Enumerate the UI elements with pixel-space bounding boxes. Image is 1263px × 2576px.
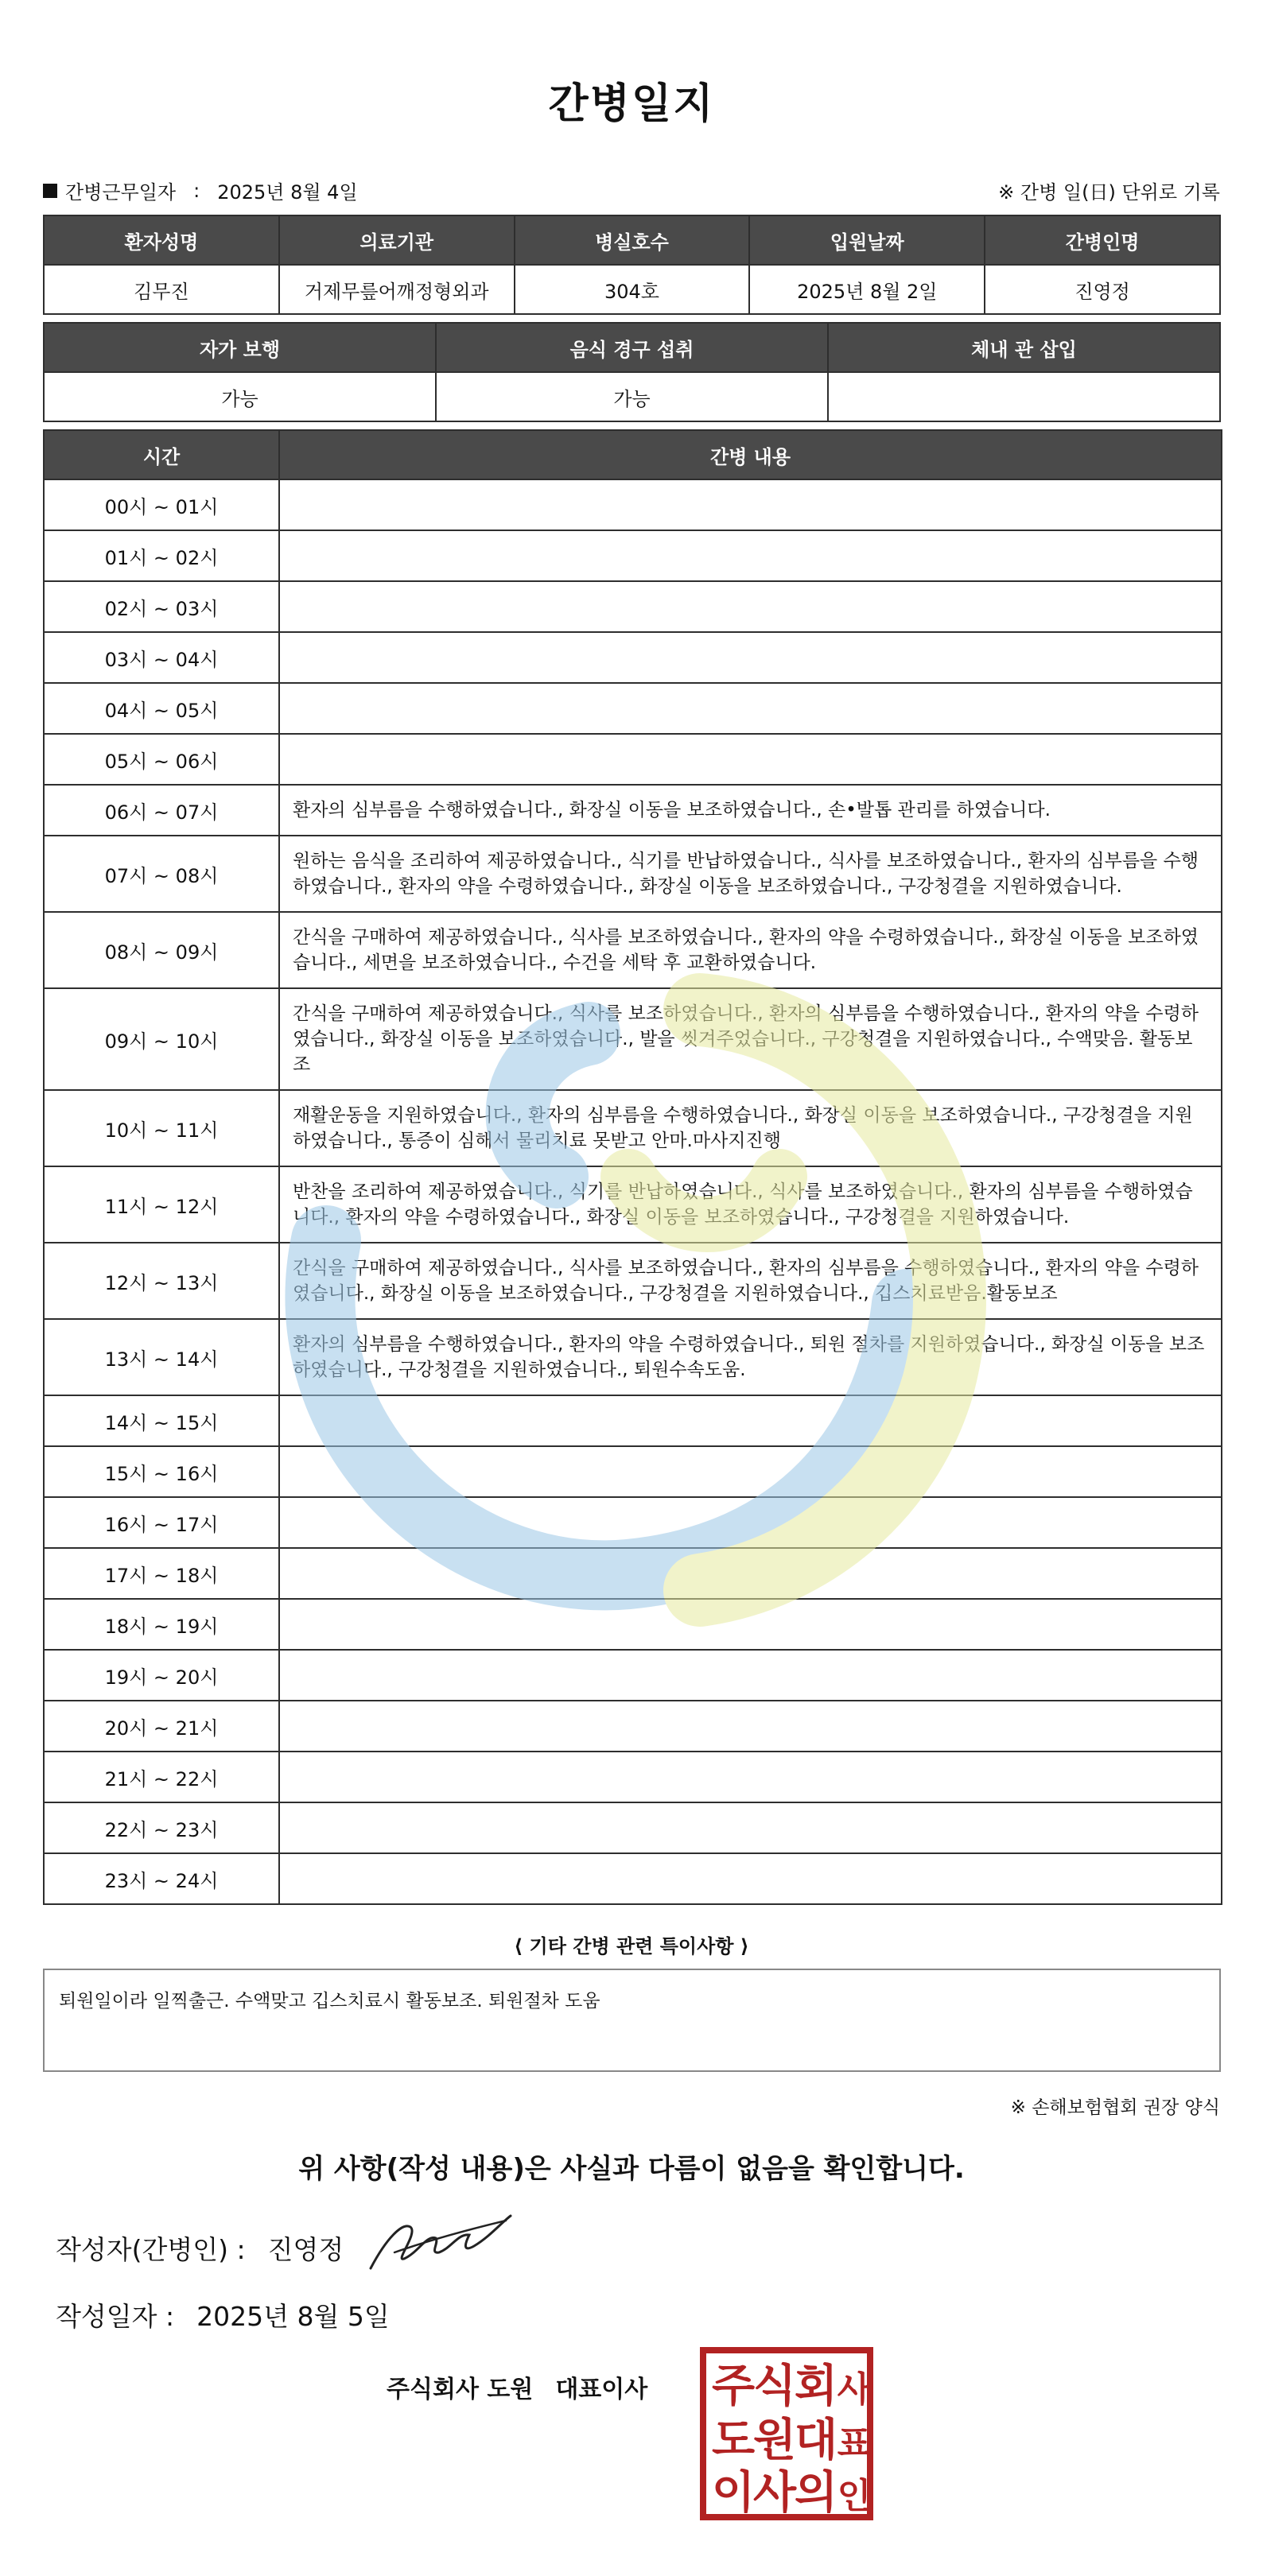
log-content [279,479,1222,530]
log-row [44,479,1222,530]
work-date-value: 2025년 8월 4일 [217,181,358,204]
log-row [44,1166,1222,1243]
svg-text:이: 이 [711,2467,756,2519]
svg-text:회: 회 [794,2361,838,2412]
svg-text:대: 대 [794,2415,838,2466]
header-admission-date: 입원날짜 [749,215,985,265]
log-time: 02시 ~ 03시 [44,581,279,632]
handwritten-signature [363,2206,514,2278]
company-seal-stamp [698,2345,875,2522]
log-row [44,1446,1222,1497]
written-date-line [56,2296,390,2334]
svg-text:표: 표 [837,2423,872,2464]
log-time: 15시 ~ 16시 [44,1446,279,1497]
log-content [279,1802,1222,1853]
log-content: 간식을 구매하여 제공하였습니다., 식사를 보조하였습니다., 환자의 심부름을 수행하였습니다., 환자의 약을 수령하였습니다., 화장실 이동을 보조하였습니다., 구강청결을 지원하였습니다., 깁스치료받음.활동보조 [279,1243,1222,1319]
log-content [279,1853,1222,1904]
svg-text:인: 인 [837,2476,872,2516]
log-time: 18시 ~ 19시 [44,1599,279,1650]
company-name: 주식회사 도원 [387,2376,534,2403]
log-time: 07시 ~ 08시 [44,836,279,912]
log-content [279,1446,1222,1497]
log-row [44,1701,1222,1752]
log-time: 03시 ~ 04시 [44,632,279,683]
log-time: 08시 ~ 09시 [44,912,279,988]
log-row [44,1802,1222,1853]
svg-text:의: 의 [794,2467,838,2519]
header-care-content: 간병 내용 [279,430,1222,479]
svg-text:식: 식 [752,2361,797,2412]
log-row [44,785,1222,836]
company-line [387,2369,647,2404]
log-content [279,734,1222,785]
tube-insertion-status [828,372,1220,421]
log-content: 환자의 심부름을 수행하였습니다., 화장실 이동을 보조하였습니다., 손•발톱 관리를 하였습니다. [279,785,1222,836]
admission-date: 2025년 8월 2일 [749,265,985,314]
header-time: 시간 [44,430,279,479]
log-content [279,1548,1222,1599]
room-number: 304호 [515,265,750,314]
log-content [279,683,1222,734]
care-log-table [43,429,1222,1905]
log-content: 간식을 구매하여 제공하였습니다., 식사를 보조하였습니다., 환자의 심부름을 수행하였습니다., 환자의 약을 수령하였습니다., 화장실 이동을 보조하였습니다., 발을 씻겨주었습니다., 구강청결을 지원하였습니다., 수액맞음. 활동보조 [279,988,1222,1090]
log-content [279,530,1222,581]
square-bullet-icon [43,184,57,198]
svg-text:원: 원 [752,2415,797,2466]
log-row [44,836,1222,912]
log-time: 10시 ~ 11시 [44,1090,279,1166]
notes-box: 퇴원일이라 일찍출근. 수액맞고 깁스치료시 활동보조. 퇴원절차 도움 [43,1969,1221,2072]
header-tube-insertion: 체내 관 삽입 [828,323,1220,372]
log-time: 19시 ~ 20시 [44,1650,279,1701]
svg-text:주: 주 [711,2361,756,2412]
writer-label: 작성자(간병인) : [56,2234,246,2265]
log-time: 13시 ~ 14시 [44,1319,279,1395]
header-room: 병실호수 [515,215,750,265]
log-time: 04시 ~ 05시 [44,683,279,734]
log-content [279,632,1222,683]
company-representative: 대표이사 [555,2376,648,2403]
recommend-note: ※ 손해보험협회 권장 양식 [1010,2097,1220,2118]
log-time: 06시 ~ 07시 [44,785,279,836]
log-row [44,1319,1222,1395]
log-row [44,912,1222,988]
confirmation-statement: 위 사항(작성 내용)은 사실과 다름이 없음을 확인합니다. [298,2153,965,2185]
writer-line [56,2229,344,2267]
log-content: 환자의 심부름을 수행하였습니다., 환자의 약을 수령하였습니다., 퇴원 절차를 지원하였습니다., 화장실 이동을 보조하였습니다., 구강청결을 지원하였습니다., 퇴원수속도움. [279,1319,1222,1395]
patient-name: 김무진 [44,265,279,314]
patient-info-table [43,215,1221,315]
unit-note: ※ 간병 일(日) 단위로 기록 [998,181,1220,204]
log-time: 23시 ~ 24시 [44,1853,279,1904]
oral-intake-status: 가능 [436,372,828,421]
log-time: 11시 ~ 12시 [44,1166,279,1243]
log-row [44,1497,1222,1548]
header-oral-intake: 음식 경구 섭취 [436,323,828,372]
header-walking: 자가 보행 [44,323,436,372]
log-time: 17시 ~ 18시 [44,1548,279,1599]
written-date-value: 2025년 8월 5일 [196,2301,390,2332]
log-time: 14시 ~ 15시 [44,1395,279,1446]
log-content [279,1599,1222,1650]
caregiver-name: 진영정 [985,265,1220,314]
log-row [44,1650,1222,1701]
log-content: 원하는 음식을 조리하여 제공하였습니다., 식기를 반납하였습니다., 식사를 보조하였습니다., 환자의 심부름을 수행하였습니다., 환자의 약을 수령하였습니다., 화장실 이동을 보조하였습니다., 구강청결을 지원하였습니다. [279,836,1222,912]
patient-status-table [43,322,1221,422]
log-time: 05시 ~ 06시 [44,734,279,785]
log-content: 간식을 구매하여 제공하였습니다., 식사를 보조하였습니다., 환자의 약을 수령하였습니다., 화장실 이동을 보조하였습니다., 세면을 보조하였습니다., 수건을 세탁 후 교환하였습니다. [279,912,1222,988]
work-date [43,177,358,204]
header-patient-name: 환자성명 [44,215,279,265]
svg-text:사: 사 [752,2467,797,2519]
written-date-label: 작성일자 : [56,2301,175,2332]
header-hospital: 의료기관 [279,215,515,265]
header-caregiver: 간병인명 [985,215,1220,265]
log-time: 00시 ~ 01시 [44,479,279,530]
log-row [44,632,1222,683]
hospital-name: 거제무릎어깨정형외과 [279,265,515,314]
log-row [44,1548,1222,1599]
log-content: 반찬을 조리하여 제공하였습니다., 식기를 반납하였습니다., 식사를 보조하였습니다., 환자의 심부름을 수행하였습니다., 환자의 약을 수령하였습니다., 화장실 이동을 보조하였습니다., 구강청결을 지원하였습니다. [279,1166,1222,1243]
log-row [44,734,1222,785]
notes-title: ⟨ 기타 간병 관련 특이사항 ⟩ [514,1935,749,1957]
svg-text:도: 도 [711,2415,756,2466]
log-row [44,1243,1222,1319]
log-time: 16시 ~ 17시 [44,1497,279,1548]
log-row [44,683,1222,734]
log-row [44,1853,1222,1904]
log-time: 09시 ~ 10시 [44,988,279,1090]
log-row [44,581,1222,632]
log-content [279,1752,1222,1802]
log-time: 21시 ~ 22시 [44,1752,279,1802]
work-date-separator: : [193,179,200,202]
log-row [44,1599,1222,1650]
log-time: 12시 ~ 13시 [44,1243,279,1319]
log-time: 01시 ~ 02시 [44,530,279,581]
writer-name: 진영정 [267,2234,344,2265]
log-time: 20시 ~ 21시 [44,1701,279,1752]
log-row [44,988,1222,1090]
log-row [44,530,1222,581]
log-content [279,1650,1222,1701]
log-row [44,1752,1222,1802]
log-content [279,1395,1222,1446]
log-content: 재활운동을 지원하였습니다., 환자의 심부름을 수행하였습니다., 화장실 이동을 보조하였습니다., 구강청결을 지원하였습니다., 통증이 심해서 물리치료 못받고 안마.마사지진행 [279,1090,1222,1166]
walking-status: 가능 [44,372,436,421]
log-row [44,1090,1222,1166]
log-time: 22시 ~ 23시 [44,1802,279,1853]
log-content [279,1701,1222,1752]
svg-text:사: 사 [837,2369,872,2410]
page-title: 간병일지 [548,80,715,128]
log-row [44,1395,1222,1446]
log-content [279,581,1222,632]
work-date-label: 간병근무일자 [65,181,177,204]
log-content [279,1497,1222,1548]
